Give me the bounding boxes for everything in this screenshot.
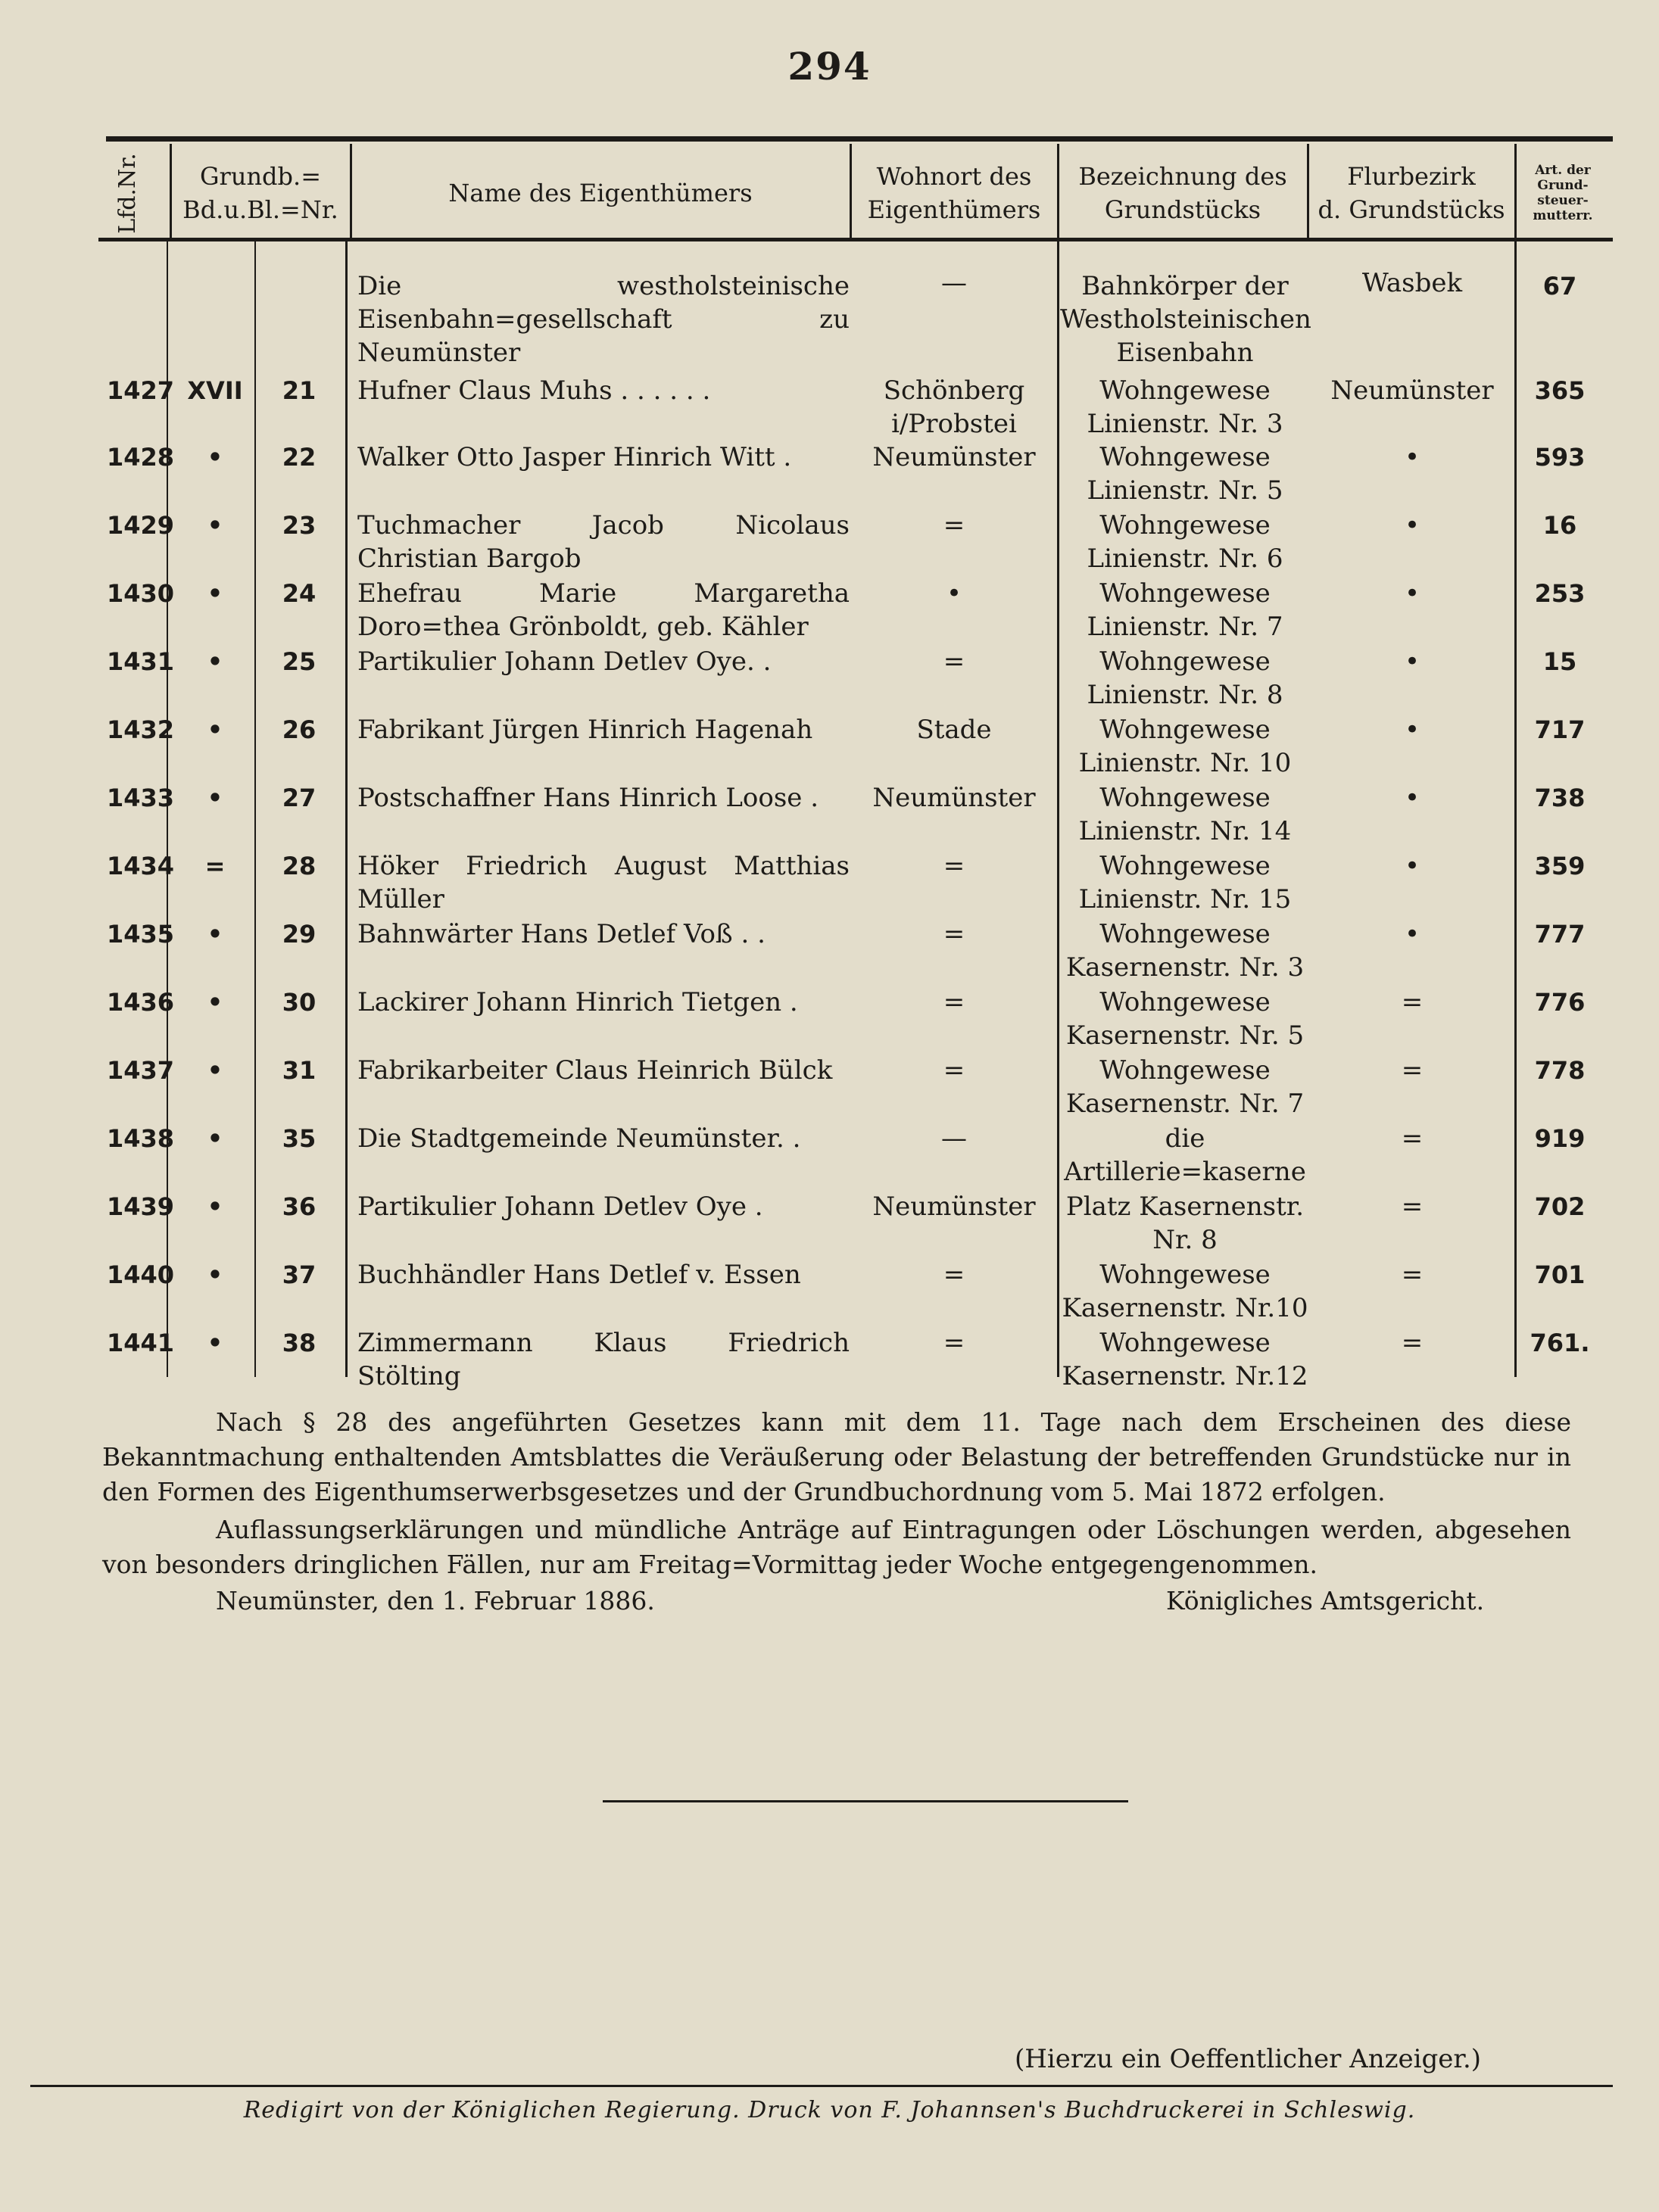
row-nr: 1438: [106, 1124, 174, 1153]
row-article: 593: [1534, 443, 1586, 472]
row-band: •: [207, 1329, 223, 1357]
row-residence: =: [943, 646, 965, 677]
row-band: •: [207, 1260, 223, 1289]
row-owner-name: Partikulier Johann Detlev Oye .: [357, 1192, 763, 1222]
row-nr: 1433: [106, 784, 174, 812]
row-property: Wohngewese Linienstr. Nr. 6: [1087, 510, 1283, 574]
row-residence: =: [943, 1260, 965, 1290]
header-sep-1: [170, 144, 172, 238]
header-flurbezirk: Flurbezirk d. Grundstücks: [1318, 162, 1505, 224]
row-district: •: [1404, 510, 1420, 541]
row-district: •: [1404, 646, 1420, 677]
row-district: =: [1401, 1055, 1424, 1086]
row-band: •: [207, 1056, 223, 1085]
footer-rule: [30, 2085, 1613, 2087]
row-owner-name: Buchhändler Hans Detlef v. Essen: [357, 1260, 801, 1290]
row-nr: 1434: [106, 852, 174, 880]
row-district: =: [1401, 1260, 1424, 1290]
row-blatt: 23: [282, 511, 317, 540]
header-sep-4: [1057, 144, 1059, 238]
notice-authority: Königliches Amtsgericht.: [1166, 1586, 1485, 1615]
row-property: Wohngewese Linienstr. Nr. 8: [1087, 646, 1283, 710]
row-article: 365: [1534, 376, 1586, 405]
row-article: 16: [1542, 511, 1577, 540]
row-owner-name: Fabrikant Jürgen Hinrich Hagenah: [357, 715, 813, 745]
row-article: 738: [1534, 784, 1586, 812]
row-district: Wasbek: [1361, 268, 1463, 298]
row-blatt: 27: [282, 784, 317, 812]
row-blatt: 37: [282, 1260, 317, 1289]
row-district: •: [1404, 919, 1420, 949]
row-residence: Neumünster: [872, 783, 1036, 813]
body-sep-3: [345, 241, 348, 1377]
row-property: Wohngewese Linienstr. Nr. 7: [1087, 578, 1283, 642]
row-nr: 1430: [106, 579, 174, 608]
row-residence: Schönberg i/Probstei: [883, 375, 1025, 439]
row-nr: 1439: [106, 1192, 174, 1221]
row-article: 67: [1542, 272, 1577, 301]
section-divider: [603, 1800, 1128, 1802]
row-blatt: 36: [282, 1192, 317, 1221]
header-top-rule: [106, 136, 1613, 142]
row-article: 702: [1534, 1192, 1586, 1221]
row-article: 777: [1534, 920, 1586, 949]
row-owner-name: Die westholsteinische Eisenbahn=gesellschaft zu Neumünster: [357, 271, 850, 368]
row-residence: Neumünster: [872, 442, 1036, 472]
supplement-note: (Hierzu ein Oeffentlicher Anzeiger.): [1015, 2044, 1482, 2074]
header-lfd-nr: Lfd.Nr.: [114, 152, 141, 234]
row-residence: =: [943, 987, 965, 1017]
header-grundbuch: Grundb.= Bd.u.Bl.=Nr.: [182, 162, 338, 224]
row-owner-name: Tuchmacher Jacob Nicolaus Christian Bargob: [357, 510, 850, 574]
header-name: Name des Eigenthümers: [448, 179, 753, 207]
row-residence: Neumünster: [872, 1192, 1036, 1222]
row-band: •: [207, 443, 223, 472]
row-property: Wohngewese Linienstr. Nr. 10: [1078, 715, 1292, 778]
row-band: •: [207, 715, 223, 744]
row-residence: —: [941, 1123, 967, 1154]
row-blatt: 22: [282, 443, 317, 472]
row-nr: 1435: [106, 920, 174, 949]
row-article: 701: [1534, 1260, 1586, 1289]
row-blatt: 31: [282, 1056, 317, 1085]
row-owner-name: Höker Friedrich August Matthias Müller: [357, 851, 850, 914]
row-district: =: [1401, 1123, 1424, 1154]
notice-paragraph-1: Nach § 28 des angeführten Gesetzes kann mit dem 11. Tage nach dem Erscheinen des diese Bekanntmachung enthaltenden Amtsblattes die Veräußerung oder Belastung der betreffenden Grundstücke nur in den Formen des Eigenthumserwerbsgesetzes und der Grundbuchordnung vom 5. Mai 1872 erfolgen.: [102, 1407, 1571, 1506]
row-nr: 1431: [106, 647, 174, 676]
row-nr: 1429: [106, 511, 174, 540]
header-wohnort: Wohnort des Eigenthümers: [867, 162, 1041, 224]
row-owner-name: Postschaffner Hans Hinrich Loose .: [357, 783, 819, 813]
row-owner-name: Walker Otto Jasper Hinrich Witt .: [357, 442, 792, 472]
row-district: •: [1404, 851, 1420, 881]
row-band: •: [207, 511, 223, 540]
row-band: •: [207, 1124, 223, 1153]
body-sep-4: [1057, 241, 1059, 1377]
row-residence: =: [943, 510, 965, 541]
row-nr: 1437: [106, 1056, 174, 1085]
row-blatt: 25: [282, 647, 317, 676]
row-district: Neumünster: [1330, 375, 1494, 406]
row-owner-name: Zimmermann Klaus Friedrich Stölting: [357, 1328, 850, 1391]
row-nr: 1427: [106, 376, 174, 405]
row-residence: •: [946, 578, 962, 609]
row-residence: —: [941, 268, 967, 298]
row-owner-name: Hufner Claus Muhs . . . . . .: [357, 375, 711, 406]
row-nr: 1432: [106, 715, 174, 744]
row-blatt: 29: [282, 920, 317, 949]
row-owner-name: Lackirer Johann Hinrich Tietgen .: [357, 987, 798, 1017]
row-residence: Stade: [916, 715, 992, 745]
row-blatt: 21: [282, 376, 317, 405]
row-article: 776: [1534, 988, 1586, 1017]
row-district: =: [1401, 987, 1424, 1017]
header-sep-5: [1307, 144, 1309, 238]
row-article: 359: [1534, 852, 1586, 880]
row-property: Wohngewese Linienstr. Nr. 14: [1078, 783, 1292, 846]
row-owner-name: Partikulier Johann Detlev Oye. .: [357, 646, 772, 677]
row-district: •: [1404, 442, 1420, 472]
header-sep-2: [350, 144, 352, 238]
row-district: =: [1401, 1192, 1424, 1222]
row-band: •: [207, 784, 223, 812]
row-property: Wohngewese Linienstr. Nr. 5: [1087, 442, 1283, 506]
row-band: •: [207, 988, 223, 1017]
row-district: •: [1404, 783, 1420, 813]
row-article: 761.: [1530, 1329, 1590, 1357]
row-article: 778: [1534, 1056, 1586, 1085]
notice-place-date: Neumünster, den 1. Februar 1886.: [216, 1586, 655, 1615]
row-owner-name: Ehefrau Marie Margaretha Doro=thea Grönboldt, geb. Kähler: [357, 578, 850, 642]
row-band: •: [207, 579, 223, 608]
row-article: 253: [1534, 579, 1586, 608]
row-band: •: [207, 920, 223, 949]
row-property: Wohngewese Kasernenstr. Nr.10: [1062, 1260, 1308, 1323]
row-residence: =: [943, 919, 965, 949]
row-property: Bahnkörper der Westholsteinischen Eisenbahn: [1060, 271, 1311, 368]
row-band: =: [204, 852, 226, 880]
row-district: •: [1404, 715, 1420, 745]
row-property: Wohngewese Kasernenstr. Nr.12: [1062, 1328, 1308, 1391]
row-residence: =: [943, 851, 965, 881]
row-property: Wohngewese Kasernenstr. Nr. 7: [1065, 1055, 1305, 1119]
row-owner-name: Fabrikarbeiter Claus Heinrich Bülck: [357, 1055, 833, 1086]
row-district: =: [1401, 1328, 1424, 1358]
header-bezeichnung: Bezeichnung des Grundstücks: [1078, 162, 1287, 224]
header-sep-6: [1514, 144, 1517, 238]
row-band: XVII: [187, 376, 243, 405]
row-blatt: 28: [282, 852, 317, 880]
header-art: Art. der Grund- steuer- mutterr.: [1533, 163, 1593, 223]
row-nr: 1441: [106, 1329, 174, 1357]
row-residence: =: [943, 1328, 965, 1358]
row-article: 15: [1542, 647, 1577, 676]
row-property: Wohngewese Kasernenstr. Nr. 5: [1065, 987, 1305, 1051]
row-blatt: 38: [282, 1329, 317, 1357]
row-residence: =: [943, 1055, 965, 1086]
row-blatt: 24: [282, 579, 317, 608]
printer-imprint: Redigirt von der Königlichen Regierung. Druck von F. Johannsen's Buchdruckerei in Schleswig.: [243, 2097, 1416, 2123]
row-property: Platz Kasernenstr. Nr. 8: [1065, 1192, 1305, 1255]
row-band: •: [207, 1192, 223, 1221]
row-property: die Artillerie=kaserne: [1064, 1123, 1306, 1187]
row-blatt: 30: [282, 988, 317, 1017]
row-article: 717: [1534, 715, 1586, 744]
row-band: •: [207, 647, 223, 676]
header-sep-3: [850, 144, 852, 238]
row-property: Wohngewese Kasernenstr. Nr. 3: [1065, 919, 1305, 983]
row-owner-name: Bahnwärter Hans Detlef Voß . .: [357, 919, 766, 949]
row-blatt: 35: [282, 1124, 317, 1153]
notice-paragraph-2: Auflassungserklärungen und mündliche Anträge auf Eintragungen oder Löschungen werden, abgesehen von besonders dringlichen Fällen, nur am Freitag=Vormittag jeder Woche entgegengenommen.: [102, 1515, 1571, 1579]
row-nr: 1428: [106, 443, 174, 472]
header-bottom-rule: [98, 238, 1613, 241]
row-property: Wohngewese Linienstr. Nr. 3: [1087, 375, 1283, 439]
row-owner-name: Die Stadtgemeinde Neumünster. .: [357, 1123, 801, 1154]
row-district: •: [1404, 578, 1420, 609]
page-number: 294: [787, 44, 872, 89]
row-property: Wohngewese Linienstr. Nr. 15: [1078, 851, 1292, 914]
row-article: 919: [1534, 1124, 1586, 1153]
row-nr: 1440: [106, 1260, 174, 1289]
row-nr: 1436: [106, 988, 174, 1017]
row-blatt: 26: [282, 715, 317, 744]
